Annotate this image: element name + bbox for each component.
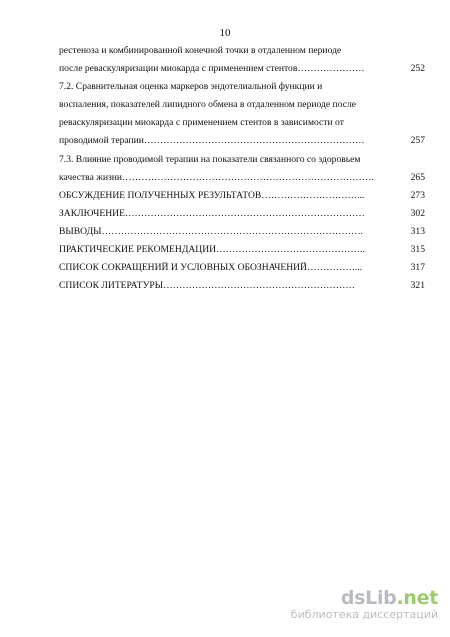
toc-entry <box>59 151 425 187</box>
toc-page-number: 313 <box>410 225 425 237</box>
toc-entry-line: воспаления, показателей липидного обмена в отдаленном периоде после <box>59 99 357 111</box>
toc-entry <box>59 259 425 277</box>
toc-entry-line: 7.2. Сравнительная оценка маркеров эндотелиальной функции и <box>59 81 323 93</box>
toc-entry-line: ОБСУЖДЕНИЕ ПОЛУЧЕННЫХ РЕЗУЛЬТАТОВ…………………………... <box>59 189 365 201</box>
table-of-contents <box>59 42 425 295</box>
toc-page-number: 315 <box>410 244 425 256</box>
toc-page-number: 252 <box>410 63 425 75</box>
toc-entry <box>59 277 425 295</box>
toc-entry-line: рестеноза и комбинированной конечной точки в отдаленном периоде <box>59 45 342 56</box>
toc-entry <box>59 223 425 241</box>
toc-page-number: 321 <box>410 280 425 292</box>
toc-entry <box>59 187 425 205</box>
toc-entry <box>59 78 425 150</box>
toc-entry <box>59 205 425 223</box>
toc-entry <box>59 42 425 78</box>
watermark-logo <box>238 588 438 608</box>
watermark-logo-main: dsLib <box>340 587 397 609</box>
toc-entry-line: реваскуляризации миокарда с применением стентов в зависимости от <box>59 117 344 129</box>
toc-entry-line: СПИСОК СОКРАЩЕНИЙ И УСЛОВНЫХ ОБОЗНАЧЕНИЙ……………... <box>59 262 363 274</box>
toc-entry-line: ВЫВОДЫ………………………………………………………………………. <box>59 225 363 237</box>
toc-entry-line: СПИСОК ЛИТЕРАТУРЫ…………………………………………………… <box>59 280 355 292</box>
toc-page-number: 302 <box>410 207 425 219</box>
toc-entry-line: качества жизни……………………………………………………………………. <box>59 171 374 183</box>
toc-page-number: 265 <box>410 171 425 183</box>
toc-page-number: 317 <box>410 262 425 274</box>
toc-page-number: 257 <box>410 135 425 147</box>
toc-entry <box>59 241 425 259</box>
toc-entry-line: после реваскуляризации миокарда с применением стентов………………… <box>59 63 365 75</box>
watermark <box>238 588 438 622</box>
toc-page-number: 273 <box>410 189 425 201</box>
watermark-logo-suffix: .net <box>396 587 438 609</box>
page-number: 10 <box>219 27 231 39</box>
toc-entry-line: 7.3. Влияние проводимой терапии на показатели связанного со здоровьем <box>59 153 361 165</box>
toc-entry-line: ПРАКТИЧЕСКИЕ РЕКОМЕНДАЦИИ……………………………………….. <box>59 244 365 256</box>
toc-entry-line: ЗАКЛЮЧЕНИЕ………………………………………………………………… <box>59 207 365 219</box>
watermark-subtitle: библиотека диссертаций <box>290 608 438 621</box>
toc-entry-line: проводимой терапии…………………………………………………………… <box>59 135 365 147</box>
